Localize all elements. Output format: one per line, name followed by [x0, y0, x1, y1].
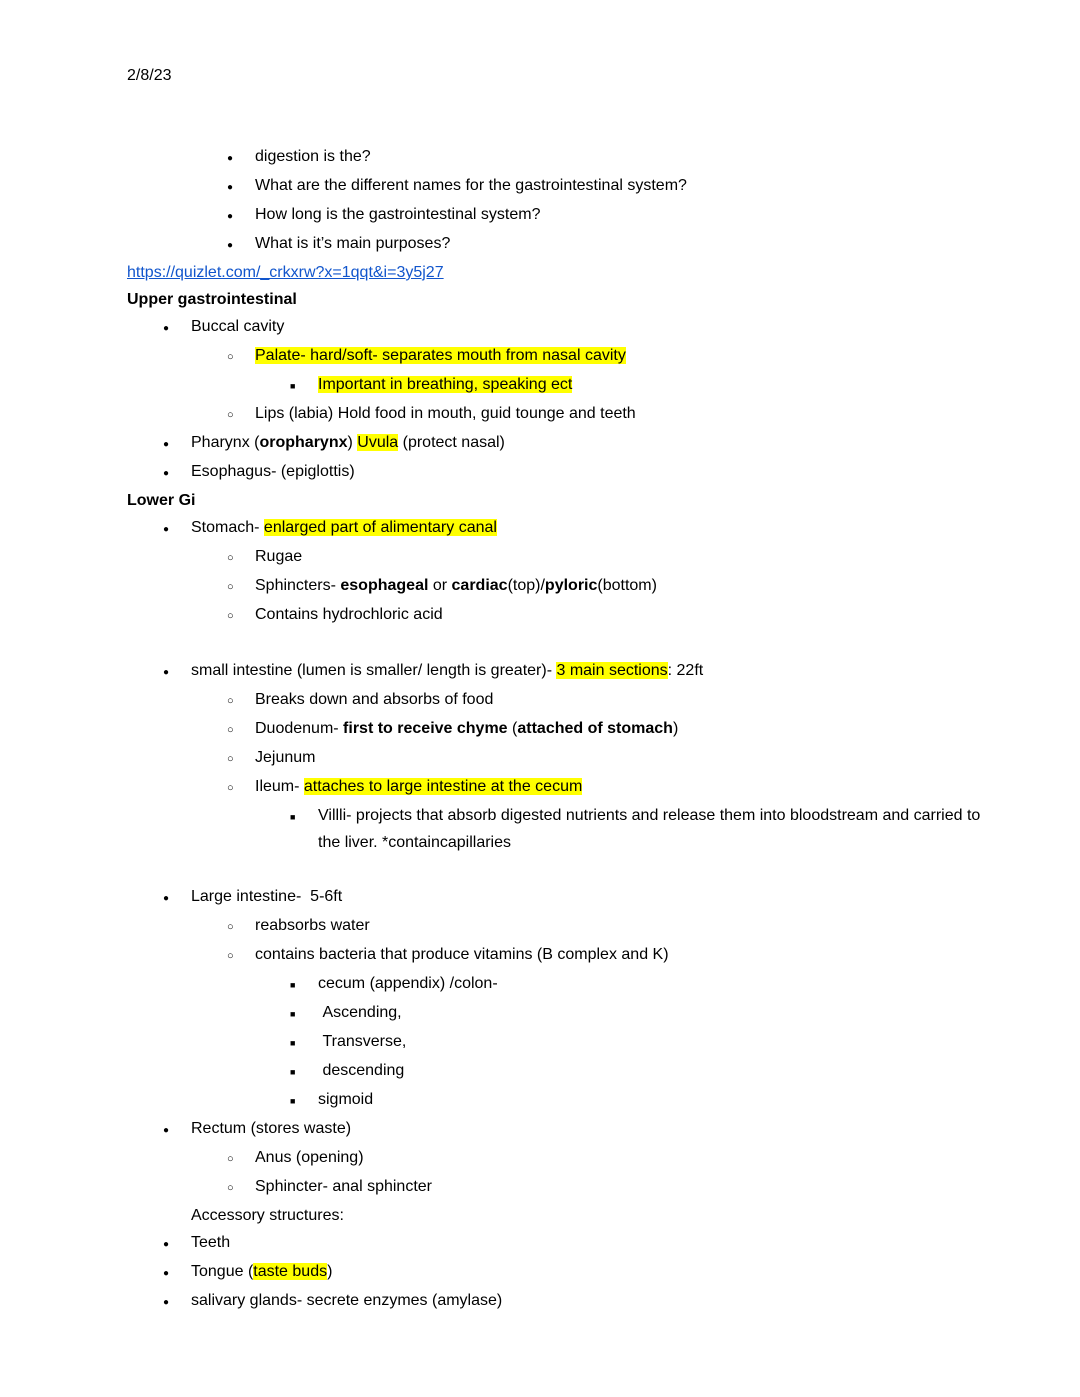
- square-bullet-icon: ■: [290, 1067, 296, 1077]
- circle-bullet-icon: ○: [227, 782, 234, 794]
- text-run: Sphincters-: [255, 577, 341, 594]
- text-run: Rectum (stores waste): [191, 1120, 352, 1137]
- line-text: [191, 1115, 351, 1142]
- list-item: [127, 802, 984, 856]
- text-run: Palate- hard/soft- separates mouth from nasal cavity: [255, 347, 626, 364]
- list-item: [127, 514, 984, 543]
- quizlet-link[interactable]: https://quizlet.com/_crkxrw?x=1qqt&i=3y5j27: [127, 264, 444, 281]
- text-run: Ascending,: [318, 1004, 402, 1021]
- text-run: Breaks down and absorbs of food: [255, 691, 494, 708]
- list-item: [127, 458, 984, 487]
- text-run: Jejunum: [255, 749, 316, 766]
- list-item: [127, 371, 984, 400]
- line-text: [255, 773, 582, 800]
- list-item: [127, 999, 984, 1028]
- text-run: first to receive chyme: [343, 720, 508, 737]
- list-item: [127, 313, 984, 342]
- circle-bullet-icon: ○: [227, 724, 234, 736]
- square-bullet-icon: ■: [290, 1009, 296, 1019]
- text-run: taste buds: [253, 1263, 328, 1280]
- list-item: [127, 400, 984, 429]
- text-run: Accessory structures:: [191, 1207, 344, 1224]
- list-item: [127, 572, 984, 601]
- text-run: salivary glands- secrete enzymes (amylase): [191, 1292, 503, 1309]
- blank-line: [127, 89, 984, 116]
- list-item: [127, 715, 984, 744]
- text-run: oropharynx: [259, 434, 348, 451]
- disc-bullet-icon: ●: [163, 439, 170, 450]
- line-text: [191, 1287, 502, 1314]
- line-text: [191, 1202, 344, 1229]
- paragraph-line: [127, 487, 984, 514]
- list-item: [127, 143, 984, 172]
- circle-bullet-icon: ○: [227, 1153, 234, 1165]
- text-run: Anus (opening): [255, 1149, 364, 1166]
- line-text: [127, 856, 131, 883]
- line-text: [191, 883, 342, 910]
- text-run: (top)/: [507, 577, 545, 594]
- line-text: [127, 116, 131, 143]
- paragraph-line: [127, 286, 984, 313]
- line-text: [318, 1086, 373, 1113]
- list-item: [127, 230, 984, 259]
- list-item: [127, 1173, 984, 1202]
- list-item: [127, 1144, 984, 1173]
- circle-bullet-icon: ○: [227, 409, 234, 421]
- line-text: [318, 1057, 404, 1084]
- list-item: [127, 1057, 984, 1086]
- list-item: [127, 941, 984, 970]
- line-text: [255, 1144, 364, 1171]
- text-run: Villli- projects that absorb digested nutrients and release them into bloodstream and carried to the liver. *containcapillaries: [318, 807, 985, 851]
- list-item: [127, 1229, 984, 1258]
- line-text: [255, 1173, 432, 1200]
- text-run: Stomach-: [191, 519, 264, 536]
- list-item: [127, 543, 984, 572]
- text-run: attached of stomach: [517, 720, 673, 737]
- circle-bullet-icon: ○: [227, 921, 234, 933]
- line-text: [255, 172, 687, 199]
- list-item: [127, 342, 984, 371]
- text-run: sigmoid: [318, 1091, 374, 1108]
- square-bullet-icon: ■: [290, 1096, 296, 1106]
- line-text: [127, 62, 171, 89]
- text-run: (bottom): [597, 577, 657, 594]
- text-run: ): [327, 1263, 333, 1280]
- square-bullet-icon: ■: [290, 980, 296, 990]
- circle-bullet-icon: ○: [227, 610, 234, 622]
- disc-bullet-icon: ●: [163, 1239, 170, 1250]
- text-run: contains bacteria that produce vitamins (B complex and K): [255, 946, 669, 963]
- text-run: 2/8/23: [127, 67, 172, 84]
- text-run: pyloric: [544, 577, 598, 594]
- text-run: Duodenum-: [255, 720, 344, 737]
- disc-bullet-icon: ●: [163, 667, 170, 678]
- circle-bullet-icon: ○: [227, 581, 234, 593]
- text-run: Transverse,: [318, 1033, 407, 1050]
- line-text: [255, 744, 315, 771]
- list-item: [127, 1258, 984, 1287]
- text-run: Esophagus- (epiglottis): [191, 463, 355, 480]
- paragraph-line: [127, 62, 984, 89]
- line-text: [191, 429, 505, 456]
- disc-bullet-icon: ●: [163, 524, 170, 535]
- text-run: : 22ft: [667, 662, 704, 679]
- line-text: [191, 657, 703, 684]
- line-text: [255, 686, 493, 713]
- line-text: [255, 143, 371, 170]
- text-run: esophageal: [340, 577, 429, 594]
- text-run: reabsorbs water: [255, 917, 370, 934]
- circle-bullet-icon: ○: [227, 351, 234, 363]
- list-item: [127, 1086, 984, 1115]
- line-text: [318, 802, 984, 856]
- text-run: Teeth: [191, 1234, 231, 1251]
- line-text: [127, 259, 444, 286]
- disc-bullet-icon: ●: [227, 211, 234, 222]
- text-run: Upper gastrointestinal: [127, 291, 297, 308]
- circle-bullet-icon: ○: [227, 753, 234, 765]
- line-text: [255, 941, 669, 968]
- text-run: Important in breathing, speaking ect: [318, 376, 573, 393]
- disc-bullet-icon: ●: [163, 1268, 170, 1279]
- list-item: [127, 657, 984, 686]
- text-run: small intestine (lumen is smaller/ length is greater)-: [191, 662, 557, 679]
- text-run: Large intestine- 5-6ft: [191, 888, 343, 905]
- line-text: [127, 286, 297, 313]
- disc-bullet-icon: ●: [163, 1297, 170, 1308]
- line-text: [255, 572, 657, 599]
- text-run: (: [507, 720, 518, 737]
- line-text: [255, 912, 370, 939]
- text-run: Uvula: [357, 434, 399, 451]
- text-run: Lower Gi: [127, 492, 196, 509]
- disc-bullet-icon: ●: [163, 1125, 170, 1136]
- blank-line: [127, 630, 984, 657]
- text-run: Sphincter- anal sphincter: [255, 1178, 432, 1195]
- list-item: [127, 1115, 984, 1144]
- line-text: [255, 400, 636, 427]
- paragraph-line: [127, 1202, 984, 1229]
- line-text: [191, 1229, 230, 1256]
- list-item: [127, 744, 984, 773]
- text-run: enlarged part of alimentary canal: [263, 519, 497, 536]
- blank-line: [127, 856, 984, 883]
- list-item: [127, 201, 984, 230]
- square-bullet-icon: ■: [290, 381, 296, 391]
- line-text: [255, 715, 678, 742]
- line-text: [191, 1258, 332, 1285]
- line-text: [191, 458, 355, 485]
- line-text: [255, 201, 540, 228]
- list-item: [127, 883, 984, 912]
- square-bullet-icon: ■: [290, 1038, 296, 1048]
- text-run: or: [428, 577, 452, 594]
- disc-bullet-icon: ●: [163, 323, 170, 334]
- paragraph-line: [127, 259, 984, 286]
- list-item: [127, 172, 984, 201]
- disc-bullet-icon: ●: [163, 893, 170, 904]
- circle-bullet-icon: ○: [227, 950, 234, 962]
- disc-bullet-icon: ●: [227, 240, 234, 251]
- text-run: cardiac: [451, 577, 508, 594]
- disc-bullet-icon: ●: [227, 153, 234, 164]
- line-text: [318, 970, 498, 997]
- list-item: [127, 601, 984, 630]
- text-run: descending: [318, 1062, 405, 1079]
- line-text: [191, 514, 497, 541]
- line-text: [255, 342, 626, 369]
- line-text: [255, 601, 443, 628]
- circle-bullet-icon: ○: [227, 695, 234, 707]
- line-text: [318, 1028, 406, 1055]
- text-run: How long is the gastrointestinal system?: [255, 206, 541, 223]
- text-run: Contains hydrochloric acid: [255, 606, 443, 623]
- list-item: [127, 429, 984, 458]
- list-item: [127, 970, 984, 999]
- text-run: Ileum-: [255, 778, 304, 795]
- text-run: Lips (labia) Hold food in mouth, guid tounge and teeth: [255, 405, 636, 422]
- line-text: [127, 630, 131, 657]
- text-run: (protect nasal): [398, 434, 505, 451]
- list-item: [127, 686, 984, 715]
- disc-bullet-icon: ●: [163, 468, 170, 479]
- text-run: Buccal cavity: [191, 318, 285, 335]
- blank-line: [127, 116, 984, 143]
- line-text: [127, 89, 131, 116]
- list-item: [127, 773, 984, 802]
- line-text: [255, 230, 450, 257]
- text-run: cecum (appendix) /colon-: [318, 975, 498, 992]
- list-item: [127, 1287, 984, 1316]
- text-run: Rugae: [255, 548, 303, 565]
- text-run: What are the different names for the gastrointestinal system?: [255, 177, 687, 194]
- line-text: [191, 313, 284, 340]
- text-run: ): [672, 720, 679, 737]
- text-run: digestion is the?: [255, 148, 371, 165]
- line-text: [255, 543, 302, 570]
- square-bullet-icon: ■: [290, 812, 296, 822]
- text-run: attaches to large intestine at the cecum: [303, 778, 583, 795]
- text-run: Pharynx (: [191, 434, 260, 451]
- line-text: [318, 371, 572, 398]
- line-text: [127, 487, 195, 514]
- circle-bullet-icon: ○: [227, 552, 234, 564]
- text-run: Tongue (: [191, 1263, 254, 1280]
- disc-bullet-icon: ●: [227, 182, 234, 193]
- list-item: [127, 1028, 984, 1057]
- text-run: What is it’s main purposes?: [255, 235, 451, 252]
- line-text: [318, 999, 402, 1026]
- text-run: ): [347, 434, 358, 451]
- list-item: [127, 912, 984, 941]
- text-run: 3 main sections: [556, 662, 668, 679]
- circle-bullet-icon: ○: [227, 1182, 234, 1194]
